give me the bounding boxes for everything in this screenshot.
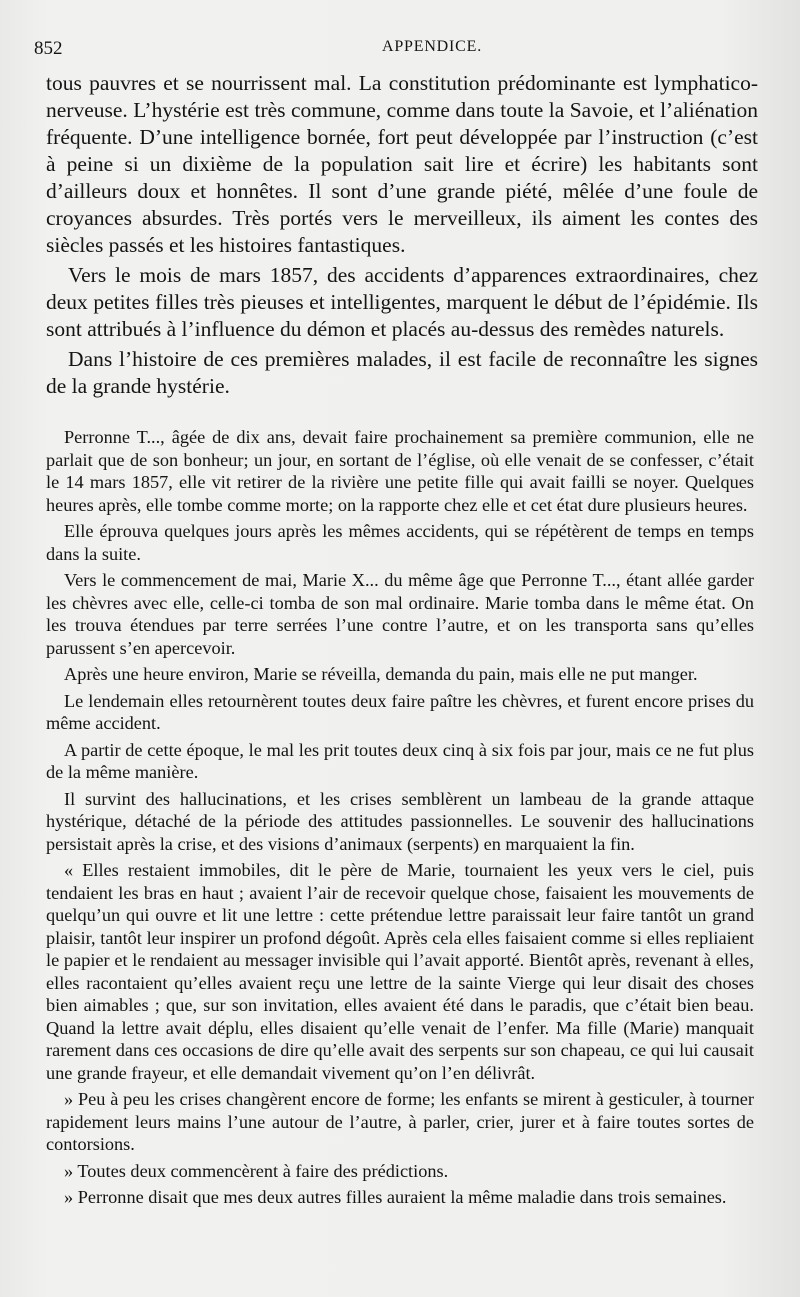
quote-paragraph: » Toutes deux commencèrent à faire des prédictions. bbox=[64, 1160, 449, 1181]
page-header bbox=[34, 38, 764, 64]
running-title: APPENDICE. bbox=[382, 38, 483, 55]
case-paragraph: Le lendemain elles retournèrent toutes deux faire paître les chèvres, et furent encore prises du même accident. bbox=[46, 690, 754, 733]
case-paragraph: Vers le commencement de mai, Marie X... du même âge que Perronne T..., étant allée garder les chèvres avec elle, celle-ci tomba de son mal ordinaire. Marie tomba dans le même état. On les trouva étendues par terre serrées l’une contre l’autre, et on les transporta sans qu’elles parussent s’en apercevoir. bbox=[46, 570, 754, 658]
quote-paragraph: » Perronne disait que mes deux autres filles auraient la même maladie dans trois semaines. bbox=[64, 1187, 727, 1207]
case-paragraph: Perronne T..., âgée de dix ans, devait faire prochainement sa première communion, elle ne parlait que de son bonheur; un jour, en sortant de l’église, où elle venait de se confesser, c’était le 14 mars 1857, elle vit retirer de la rivière une petite fille qui avait failli se noyer. Quelques heures après, elle tombe comme morte; on la rapporte chez elle et cet état dure plusieurs heures. bbox=[46, 427, 754, 515]
case-paragraph: Elle éprouva quelques jours après les mêmes accidents, qui se répétèrent de temps en temps dans la suite. bbox=[46, 521, 754, 564]
quote-paragraph: « Elles restaient immobiles, dit le père de Marie, tournaient les yeux vers le ciel, puis tendaient les bras en haut ; avaient l’air de recevoir quelque chose, faisaient les mouvements de quelqu’un qui ouvre et lit une lettre : cette prétendue lettre paraissait leur faire tantôt un grand plaisir, tantôt leur inspirer un profond dégoût. Après cela elles faisaient comme si elles repliaient le papier et le rendaient au messager invisible qui l’avait apporté. Bientôt après, revenant à elles, elles racontaient qu’elles avaient reçu une lettre de la sainte Vierge qui leur disait des choses bien aimables ; que, sur son invitation, elles avaient été dans le paradis, que c’était bien beau. Quand la lettre avait déplu, elles disaient qu’elle venait de l’enfer. Ma fille (Marie) manquait rarement dans ces occasions de dire qu’elle avait des serpents sur son chapeau, ce qui lui causait une grande frayeur, et elle demandait vivement qu’on l’en délivrât. bbox=[46, 860, 754, 1083]
intro-paragraph: tous pauvres et se nourrissent mal. La constitution prédominante est lymphatico-nerveuse. L’hystérie est très commune, comme dans toute la Savoie, et l’aliénation fréquente. D’une intelligence bornée, fort peut développée par l’instruction (c’est à peine si un dixième de la population sait lire et écrire) les habitants sont d’ailleurs doux et honnêtes. Il sont d’une grande piété, mêlée d’une foule de croyances absurdes. Très portés vers le merveilleux, ils aiment les contes des siècles passés et les histoires fantastiques. bbox=[46, 71, 758, 257]
intro-paragraph: Vers le mois de mars 1857, des accidents d’apparences extraordinaires, chez deux petites filles très pieuses et intelligentes, marquent le début de l’épidémie. Ils sont attribués à l’influence du démon et placés au-dessus des remèdes naturels. bbox=[46, 263, 758, 341]
case-text-block bbox=[46, 426, 754, 1213]
intro-text-block bbox=[46, 70, 758, 403]
case-paragraph: Après une heure environ, Marie se réveilla, demanda du pain, mais elle ne put manger. bbox=[64, 664, 698, 684]
case-paragraph: A partir de cette époque, le mal les prit toutes deux cinq à six fois par jour, mais ce ne fut plus de la même manière. bbox=[46, 739, 754, 782]
page-number: 852 bbox=[34, 38, 63, 59]
case-paragraph: Il survint des hallucinations, et les crises semblèrent un lambeau de la grande attaque hystérique, détaché de la période des attitudes passionnelles. Le souvenir des hallucinations persistait après la crise, et des visions d’animaux (serpents) en marquaient la fin. bbox=[46, 788, 754, 854]
intro-paragraph: Dans l’histoire de ces premières malades, il est facile de reconnaître les signes de la grande hystérie. bbox=[46, 347, 758, 398]
quote-paragraph: » Peu à peu les crises changèrent encore de forme; les enfants se mirent à gesticuler, à tourner rapidement leurs mains l’une autour de l’autre, à parler, crier, jurer et à faire toutes sortes de contorsions. bbox=[46, 1089, 754, 1154]
